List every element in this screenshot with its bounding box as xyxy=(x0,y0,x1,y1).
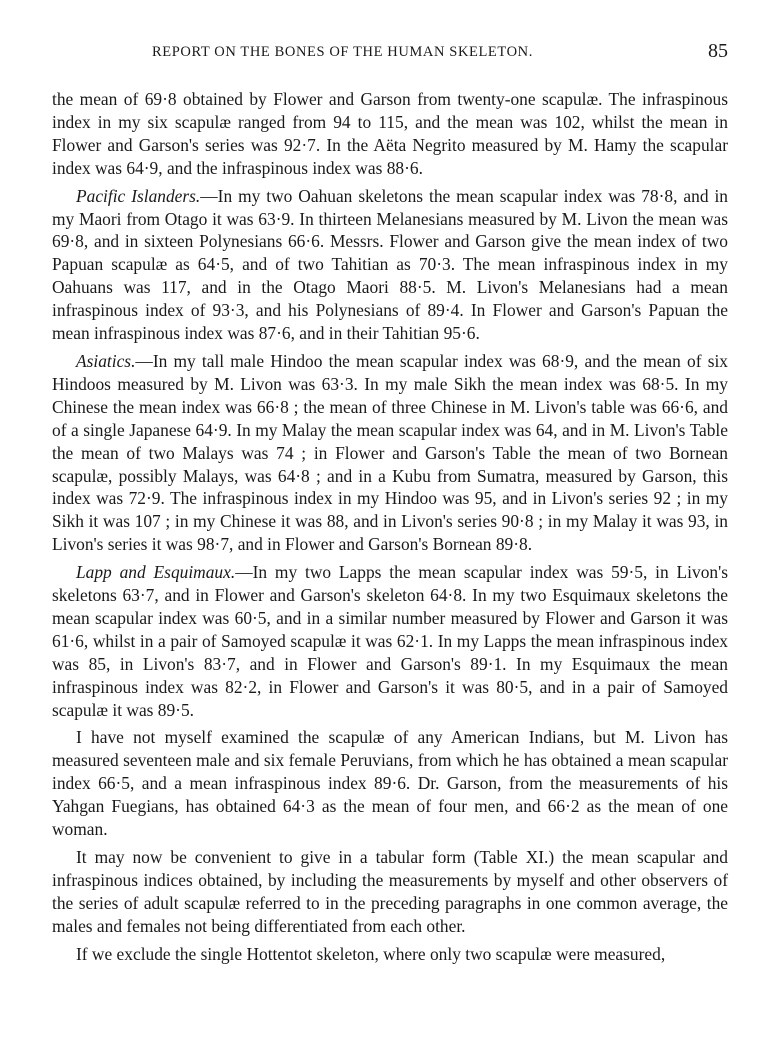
paragraph-american-indians xyxy=(52,726,728,841)
body-text xyxy=(52,88,728,966)
paragraph-table-intro xyxy=(52,846,728,938)
paragraph-lapp-esquimaux xyxy=(52,561,728,721)
running-title: REPORT ON THE BONES OF THE HUMAN SKELETON. xyxy=(152,44,533,60)
paragraph-text: If we exclude the single Hottentot skeleton, where only two scapulæ were measured, xyxy=(76,943,666,964)
paragraph-text: It may now be convenient to give in a tabular form (Table XI.) the mean scapular and infraspinous indices obtained, by including the measurements by myself and other observers of the series of adult scapulæ referred to in the preceding paragraphs in one common average, the males and females not being differentiated from each other. xyxy=(52,847,728,936)
paragraph-lead: Pacific Islanders. xyxy=(76,185,201,206)
paragraph-pacific-islanders xyxy=(52,185,728,345)
paragraph-text: the mean of 69·8 obtained by Flower and Garson from twenty-one scapulæ. The infraspinous index in my six scapulæ ranged from 94 to 115, and the mean was 102, whilst the mean in Flower and Garson's series was 92·7. In the Aëta Negrito measured by M. Hamy the scapular index was 64·9, and the infraspinous index was 88·6. xyxy=(52,89,728,178)
paragraph-text: —In my two Oahuan skeletons the mean scapular index was 78·8, and in my Maori from Otago it was 63·9. In thirteen Melanesians measured by M. Livon the mean was 69·8, and in sixteen Polynesians 66·6. Messrs. Flower and Garson give the mean index of two Papuan scapulæ as 64·5, and of two Tahitian as 70·3. The mean infraspinous index in my Oahuans was 117, and in the Otago Maori 88·5. M. Livon's Melanesians had a mean infraspinous index of 93·3, and his Polynesians of 89·4. In Flower and Garson's Papuan the mean infraspinous index was 87·6, and in their Tahitian 95·6. xyxy=(52,185,728,344)
paragraph-continuation xyxy=(52,88,728,180)
paragraph-hottentot xyxy=(52,943,728,966)
paragraph-lead: Lapp and Esquimaux. xyxy=(76,562,236,583)
paragraph-lead: Asiatics. xyxy=(76,350,136,371)
paragraph-text: I have not myself examined the scapulæ of any American Indians, but M. Livon has measured seventeen male and six female Peruvians, from which he has obtained a mean scapular index 66·5, and a mean infraspinous index 89·6. Dr. Garson, from the measurements of his Yahgan Fuegians, has obtained 64·3 as the mean of four men, and 66·2 as the mean of one woman. xyxy=(52,727,728,840)
paragraph-text: —In my tall male Hindoo the mean scapular index was 68·9, and the mean of six Hindoos measured by M. Livon was 63·3. In my male Sikh the mean index was 68·5. In my Chinese the mean index was 66·8 ; the mean of three Chinese in M. Livon's table was 66·6, and of a single Japanese 64·9. In my Malay the mean scapular index was 64, and in M. Livon's Table the mean of two Malays was 74 ; in Flower and Garson's Table the mean of two Bornean scapulæ, possibly Malays, was 64·8 ; and in a Kubu from Sumatra, measured by Garson, this index was 72·9. The infraspinous index in my Hindoo was 95, and in Livon's series 92 ; in my Sikh it was 107 ; in my Chinese it was 88, and in Livon's series 90·8 ; in my Malay it was 93, in Livon's series it was 98·7, and in Flower and Garson's Bornean 89·8. xyxy=(52,350,728,555)
page-number: 85 xyxy=(708,40,728,62)
page-header xyxy=(52,40,728,66)
paragraph-text: —In my two Lapps the mean scapular index was 59·5, in Livon's skeletons 63·7, and in Flower and Garson's skeleton 64·8. In my two Esquimaux skeletons the mean scapular index was 60·5, and in a similar number measured by Flower and Garson it was 61·6, whilst in a pair of Samoyed scapulæ it was 62·1. In my Lapps the mean infraspinous index was 85, in Livon's 83·7, and in Flower and Garson's 89·1. In my Esquimaux the mean infraspinous index was 82·2, in Flower and Garson's it was 80·5, and in a pair of Samoyed scapulæ it was 89·5. xyxy=(52,562,728,720)
paragraph-asiatics xyxy=(52,350,728,556)
